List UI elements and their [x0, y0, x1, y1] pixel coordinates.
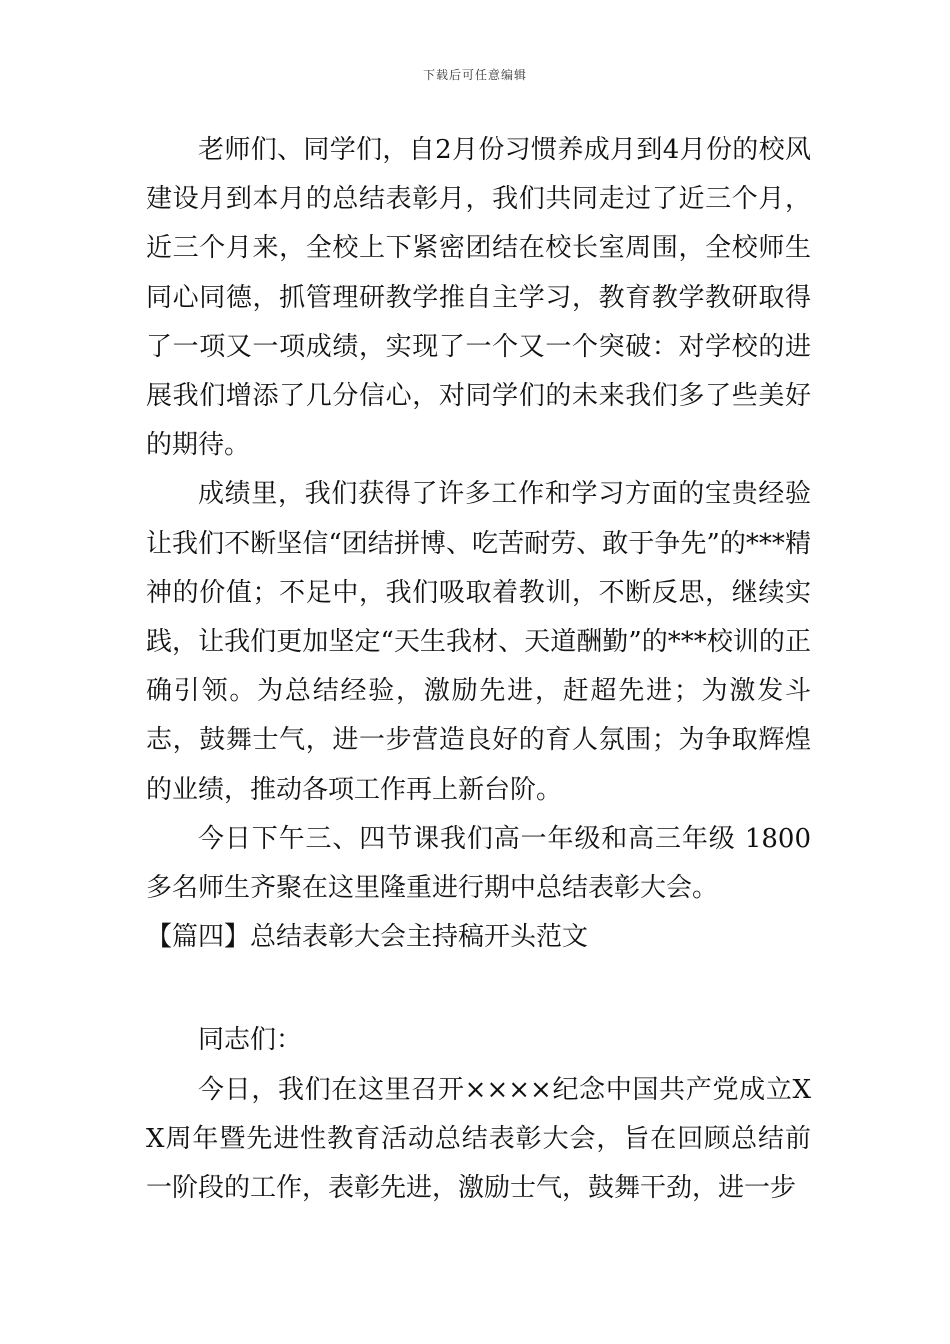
paragraph-3: 今日下午三、四节课我们高一年级和高三年级 1800 多名师生齐聚在这里隆重进行期中总结表彰大会。: [146, 823, 811, 904]
paragraph-1: 老师们、同学们，自2月份习惯养成月到4月份的校风建设月到本月的总结表彰月，我们共同走过了近三个月，近三个月来，全校上下紧密团结在校长室周围，全校师生同心同德，抓管理研教学推自主学习，教育教学教研取得了一项又一项成绩，实现了一个又一个突破：对学校的进展我们增添了几分信心，对同学们的未来我们多了些美好的期待。: [146, 135, 811, 461]
document-body: [146, 126, 811, 1213]
salutation: 同志们：: [198, 1025, 303, 1056]
spacer: [146, 962, 811, 1016]
section-heading: 【篇四】总结表彰大会主持稿开头范文: [146, 922, 589, 953]
paragraph-4: 今日，我们在这里召开××××纪念中国共产党成立XX周年暨先进性教育活动总结表彰大会，旨在回顾总结前一阶段的工作，表彰先进，激励士气，鼓舞干劲，进一步: [146, 1074, 811, 1204]
paragraph-2: 成绩里，我们获得了许多工作和学习方面的宝贵经验让我们不断坚信“团结拼博、吃苦耐劳、敢于争先”的***精神的价值；不足中，我们吸取着教训，不断反思，继续实践，让我们更加坚定“天生我材、天道酬勤”的***校训的正确引领。为总结经验，激励先进，赶超先进；为激发斗志，鼓舞士气，进一步营造良好的育人氛围；为争取辉煌的业绩，推动各项工作再上新台阶。: [146, 479, 811, 805]
page-header-note: 下载后可任意编辑: [422, 68, 527, 82]
